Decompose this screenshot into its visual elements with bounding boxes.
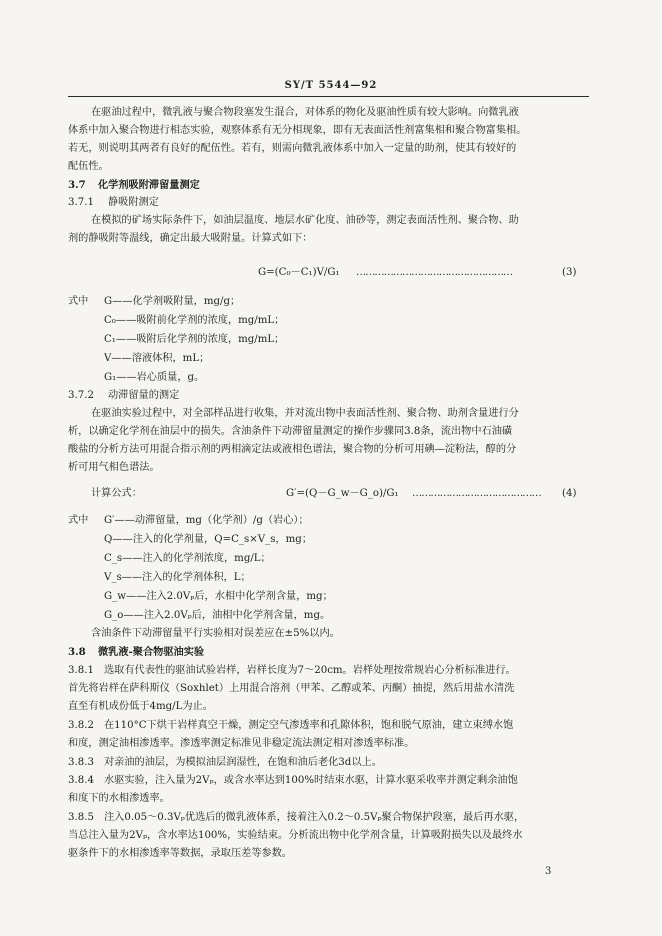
formula-4-leader: …………………………………… xyxy=(412,488,541,499)
clause-3-8-4-line: 水驱实验，注入量为2Vₚ，或含水率达到100%时结束水驱，计算水驱采收率并测定剩余油饱 xyxy=(104,775,518,786)
clause-3-8-4-line: 和度下的水相渗透率。 xyxy=(68,793,170,804)
where-4-prefix: 式中 xyxy=(68,515,89,526)
section-3-7-2-title: 动滞留量的测定 xyxy=(108,390,180,401)
section-3-7-2-number: 3.7.2 xyxy=(68,390,94,401)
section-3-7-number: 3.7 xyxy=(68,179,86,191)
formula-3-label: (3) xyxy=(562,267,577,278)
where-4-item: C_s——注入的化学剂浓度，mg/L； xyxy=(104,553,271,564)
where-3-item: C₁——吸附后化学剂的浓度，mg/mL； xyxy=(104,334,285,345)
where-4-item: Q——注入的化学剂量，Q=C_s×V_s，mg； xyxy=(104,534,313,545)
clause-3-8-3-number: 3.8.3 xyxy=(68,757,94,768)
section-3-7-1-title: 静吸附测定 xyxy=(108,197,159,208)
para-3-7-2-line-3: 酸盐的分析方法可用混合指示剂的两相滴定法或液相色谱法，聚合物的分析可用碘—淀粉法，醇的分 xyxy=(68,444,517,455)
para-3-7-1-line-1: 在模拟的矿场实际条件下，如油层温度、地层水矿化度、油砂等，测定表面活性剂、聚合物、助 xyxy=(91,215,519,226)
where-3-prefix: 式中 xyxy=(68,296,89,307)
where-4-item: G_o——注入2.0Vₚ后，油相中化学剂含量，mg。 xyxy=(104,610,331,621)
header-rule xyxy=(68,96,589,97)
para-intro-line-2: 体系中加入聚合物进行相态实验，观察体系有无分相现象，即有无表面活性剂富集相和聚合物富集相。 xyxy=(68,125,527,136)
formula-3: G=(C₀－C₁)V/G₁ xyxy=(258,267,340,278)
clause-3-8-5-line: 当总注入量为2Vₚ，含水率达100%，实验结束。分析流出物中化学剂含量，计算吸附损失以及最终水 xyxy=(68,830,523,841)
where-3-item: G——化学剂吸附量，mg/g； xyxy=(104,296,241,307)
clause-3-8-2-line: 和度，测定油相渗透率。渗透率测定标准见非稳定流法测定相对渗透率标准。 xyxy=(68,738,415,749)
clause-3-8-3-line: 对亲油的油层，为模拟油层润湿性，在饱和油后老化3d以上。 xyxy=(104,757,382,768)
clause-3-8-1-line: 选取有代表性的驱油试验岩样，岩样长度为7～20cm。岩样处理按常规岩心分析标准进行。 xyxy=(104,665,516,676)
where-3-item: V——溶液体积，mL； xyxy=(104,353,210,364)
para-3-7-1-line-2: 剂的静吸附等温线，确定出最大吸附量。计算式如下： xyxy=(68,233,313,244)
para-intro-line-4: 配伍性。 xyxy=(68,161,109,172)
clause-3-8-2-line: 在110°C下烘干岩样真空干燥，测定空气渗透率和孔隙体积，饱和脱气原油，建立束缚水饱 xyxy=(104,720,514,731)
where-4-item: V_s——注入的化学剂体积，L； xyxy=(104,572,251,583)
para-3-7-2-line-2: 析，以确定化学剂在油层中的损失。含油条件下动滞留量测定的操作步骤同3.8条，流出物中石油磺 xyxy=(68,426,513,437)
where-4-item: G_w——注入2.0Vₚ后，水相中化学剂含量，mg； xyxy=(104,591,333,602)
where-4-item: G′——动滞留量，mg（化学剂）/g（岩心）； xyxy=(104,515,309,526)
clause-3-8-1-line: 直至有机成份低于4mg/L为止。 xyxy=(68,701,213,712)
clause-3-8-2-number: 3.8.2 xyxy=(68,720,94,731)
clause-3-8-1-line: 首先将岩样在萨科斯仪（Soxhlet）上用混合溶剂（甲苯、乙醇或苯、丙酮）抽提，然后用盐水清洗 xyxy=(68,683,515,694)
where-3-item: C₀——吸附前化学剂的浓度，mg/mL； xyxy=(104,315,285,326)
para-3-7-2-line-4: 析可用气相色谱法。 xyxy=(68,462,160,473)
formula-4-label: (4) xyxy=(562,488,577,499)
section-3-7-title: 化学剂吸附滞留量测定 xyxy=(98,179,200,191)
where-3-item: G₁——岩心质量，g。 xyxy=(104,372,205,383)
formula-4: G′=(Q－G_w－G_o)/G₁ xyxy=(286,488,399,499)
section-3-8-title: 微乳液-聚合物驱油实验 xyxy=(98,646,205,658)
clause-3-8-5-line: 注入0.05～0.3Vₚ优选后的微乳液体系，接着注入0.2～0.5Vₚ聚合物保护段塞，最后再水驱， xyxy=(104,812,525,823)
page-number: 3 xyxy=(545,866,552,877)
clause-3-8-5-line: 驱条件下的水相渗透率等数据，录取压差等参数。 xyxy=(68,848,293,859)
standard-code-header: SY/T 5544—92 xyxy=(284,80,378,91)
clause-3-8-4-number: 3.8.4 xyxy=(68,775,94,786)
formula-4-lead: 计算公式： xyxy=(91,488,142,499)
para-3-7-2-line-1: 在驱油实验过程中，对全部样品进行收集，并对流出物中表面活性剂、聚合物、助剂含量进行分 xyxy=(91,408,519,419)
clause-3-8-1-number: 3.8.1 xyxy=(68,665,94,676)
para-intro-line-3: 若无，则说明其两者有良好的配伍性。若有，则需向微乳液体系中加入一定量的助剂，使其有较好的 xyxy=(68,143,517,154)
formula-3-leader: …………………………………………… xyxy=(356,267,513,278)
section-3-7-1-number: 3.7.1 xyxy=(68,197,94,208)
para-intro-line-1: 在驱油过程中，微乳液与聚合物段塞发生混合，对体系的物化及驱油性质有较大影响。向微乳液 xyxy=(91,107,519,118)
note-3-7-2: 含油条件下动滞留量平行实验相对误差应在±5%以内。 xyxy=(91,628,340,639)
section-3-8-number: 3.8 xyxy=(68,646,86,658)
clause-3-8-5-number: 3.8.5 xyxy=(68,812,94,823)
